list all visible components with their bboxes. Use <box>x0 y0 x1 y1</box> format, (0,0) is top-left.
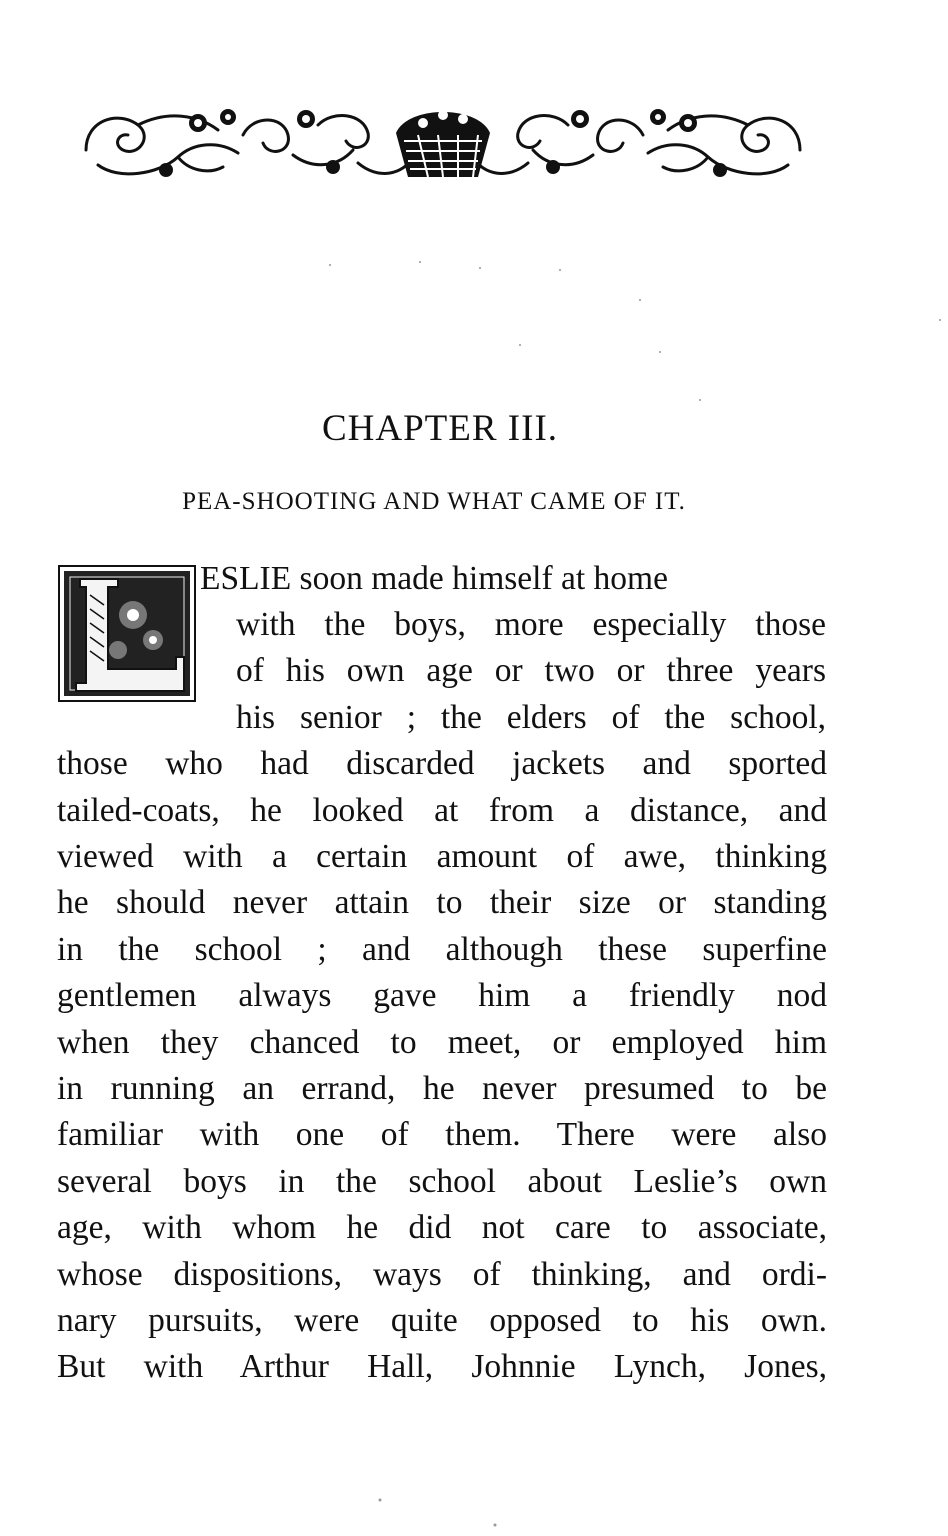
chapter-title: CHAPTER III. <box>321 408 559 449</box>
body-text-line: of his own age or two or three years <box>236 652 826 690</box>
drop-cap-letter: L <box>58 565 59 566</box>
body-text-line: familiar with one of them. There were also <box>57 1116 827 1154</box>
first-line-text: ESLIE soon made himself at home <box>200 560 668 597</box>
body-text-line: his senior ; the elders of the school, <box>236 698 826 736</box>
body-text-line: those who had discarded jackets and sported <box>57 745 827 783</box>
body-text-line: age, with whom he did not care to associate, <box>57 1209 827 1247</box>
body-text-line: whose dispositions, ways of thinking, and ordi- <box>57 1255 827 1293</box>
body-text-line: But with Arthur Hall, Johnnie Lynch, Jones, <box>57 1348 827 1386</box>
drop-cap-initial <box>58 565 196 702</box>
floral-headpiece-ornament <box>78 95 808 190</box>
body-text-line: with the boys, more especially those <box>236 606 826 643</box>
body-text-line: tailed-coats, he looked at from a distance, and <box>57 791 827 829</box>
body-text-line: nary pursuits, were quite opposed to his own. <box>57 1302 827 1339</box>
body-text-line: when they chanced to meet, or employed him <box>57 1023 827 1061</box>
chapter-subtitle: PEA-SHOOTING AND WHAT CAME OF IT. <box>182 488 686 515</box>
body-text-line: several boys in the school about Leslie’s own <box>57 1162 827 1200</box>
body-text-line: viewed with a certain amount of awe, thinking <box>57 838 827 875</box>
body-text-line: gentlemen always gave him a friendly nod <box>57 977 827 1015</box>
body-text-line: in the school ; and although these superfine <box>57 930 827 968</box>
body-text-line: in running an errand, he never presumed to be <box>57 1070 827 1107</box>
body-text-line: he should never attain to their size or standing <box>57 884 827 922</box>
